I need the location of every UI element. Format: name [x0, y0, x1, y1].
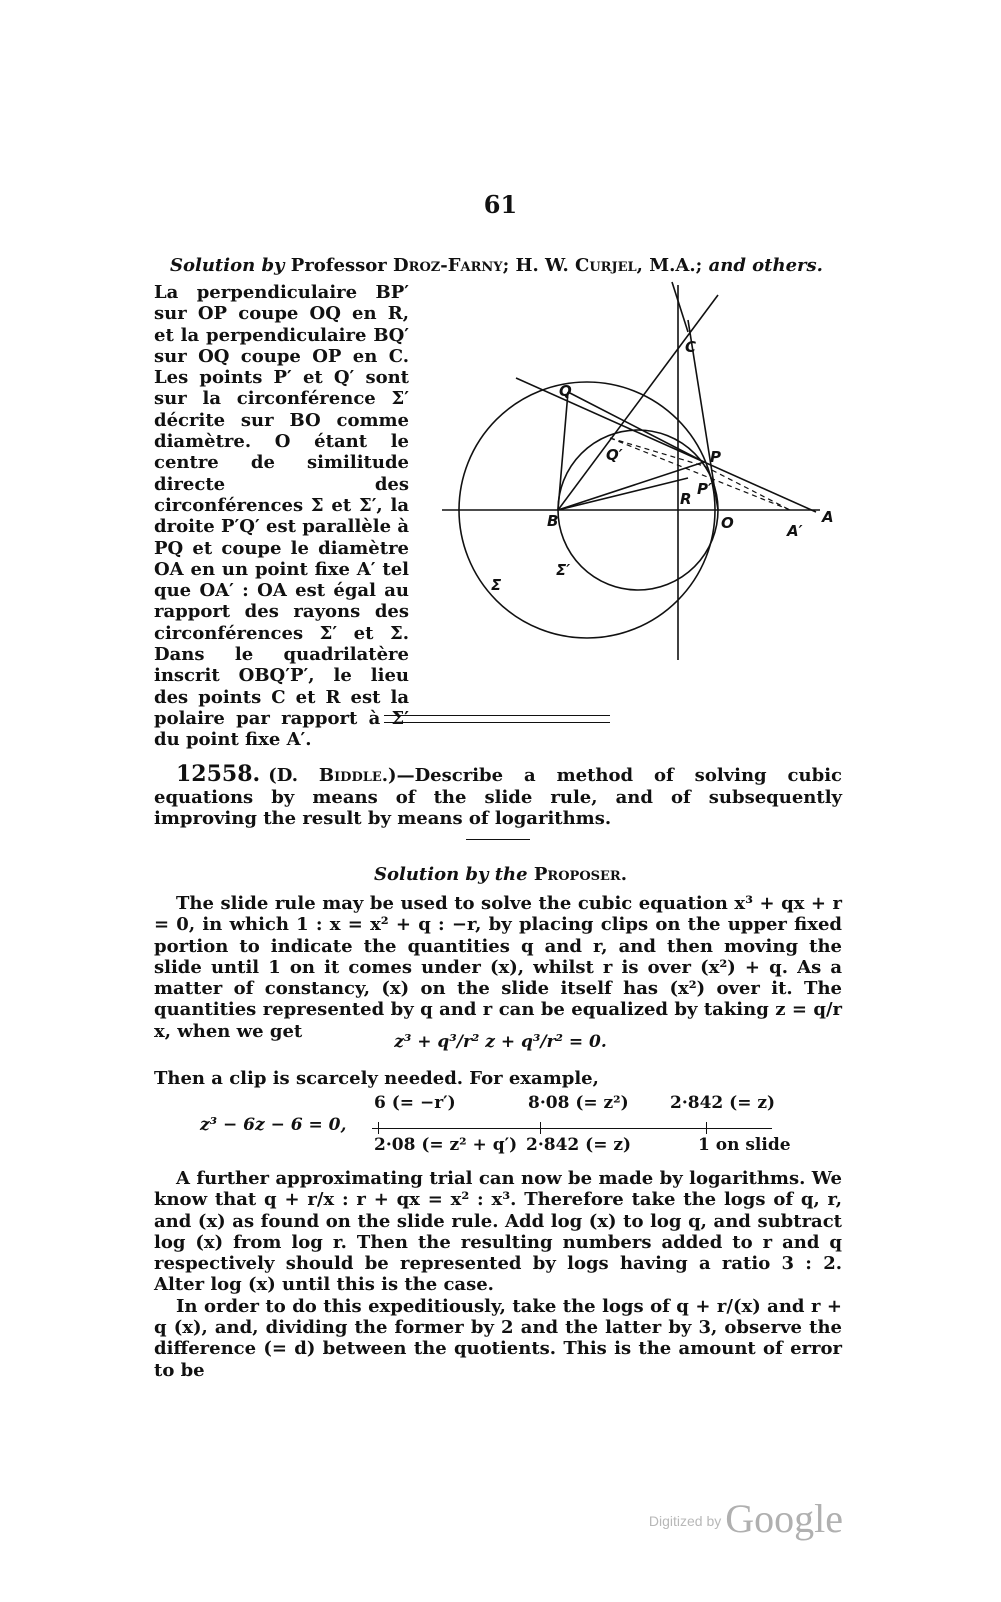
- geometry-figure: [440, 280, 840, 670]
- geometry-diagram: [440, 280, 840, 670]
- dashed-line-q-prime-p-prime: [610, 438, 704, 466]
- french-paragraph: La perpendiculaire BP′ sur OP coupe OQ en R, et la perpendiculaire BQ′ sur OQ coupe OP en C. Les points P′ et Q′ sont sur la circonférence Σ′ décrite sur BO comme diamètre. O étant le centre de similitude directe des circonférences Σ et Σ′, la droite P′Q′ est parallèle à PQ et coupe le diamètre OA en un point fixe A′ tel que OA′ : OA est égal au rapport des rayons des circonférences Σ′ et Σ. Dans le quadrilatère inscrit OBQ′P′, le lieu des points C et R est la polaire par rapport à Σ′ du point fixe A′.: [154, 282, 409, 751]
- double-rule-divider: [384, 715, 610, 723]
- label-p: P: [710, 448, 721, 466]
- problem-statement: [154, 761, 842, 830]
- paragraph-2: A further approximating trial can now be made by logarithms. We know that q + r/x : r + qx = x² : x³. Therefore take the logs of q, r, and (x) as found on the slide rule. Add log (x) to log q, and subtract log (x) from log r. Then the resulting numbers added to r and q respectively should be represented by logs having a ratio 3 : 2. Alter log (x) until this is the case.: [154, 1168, 842, 1296]
- line-bc: [558, 295, 718, 510]
- equation-1: z³ + q³/r² z + q³/r² = 0.: [394, 1032, 607, 1052]
- credit-separator-2: ;: [695, 255, 703, 276]
- scale-top-1: 6 (= −r′): [374, 1093, 456, 1113]
- solution-by-label: Solution by: [170, 255, 285, 276]
- paragraph-3: In order to do this expeditiously, take the logs of q + r/(x) and r + q (x), and, dividing the former by 2 and the latter by 3, observe the difference (= d) between the quotients. This is the amount of error to be: [154, 1295, 842, 1381]
- and-others-label: and others.: [708, 255, 823, 276]
- label-q-prime: Q′: [606, 446, 623, 464]
- digitized-label: Digitized by: [648, 1513, 722, 1529]
- google-logo: Google: [725, 1496, 843, 1541]
- solution-credit: [170, 255, 860, 276]
- label-sigma-prime: Σ′: [556, 561, 571, 579]
- short-vertical-stroke: [672, 282, 688, 332]
- scale-tick-1: [378, 1122, 379, 1134]
- label-o: O: [721, 514, 734, 532]
- digitized-by-google-watermark: [649, 1495, 843, 1542]
- solution-heading-prefix: Solution by the: [373, 864, 528, 885]
- example-intro-text: Then a clip is scarcely needed. For example,: [154, 1068, 599, 1089]
- credit-separator: ;: [502, 255, 510, 276]
- professor-label: Professor: [290, 255, 387, 276]
- body-paragraph-1: [154, 893, 842, 1042]
- label-c: C: [685, 338, 697, 356]
- author-name-2: H. W. Curjel, M.A.: [515, 255, 696, 276]
- label-a-prime: A′: [787, 522, 803, 540]
- paragraph-1: The slide rule may be used to solve the cubic equation x³ + qx + r = 0, in which 1 : x = x² + q : −r, by placing clips on the upper fixed portion to indicate the quantities q and r, and then moving the slide until 1 on it comes under (x), whilst r is over (x²) + q. As a matter of constancy, (x) on the slide itself has (x²) over it. The quantities represented by q and r can be equalized by taking z = q/r x, when we get: [154, 893, 842, 1042]
- scale-bottom-3: 1 on slide: [698, 1135, 791, 1155]
- scale-top-3: 2·842 (= z): [670, 1093, 776, 1113]
- scale-tick-2: [540, 1122, 541, 1134]
- scale-line: [372, 1128, 772, 1129]
- label-r: R: [680, 490, 692, 508]
- problem-author: (D. Biddle.): [268, 765, 397, 786]
- scale-top-2: 8·08 (= z²): [528, 1093, 629, 1113]
- example-intro: [154, 1068, 842, 1089]
- page-number: 61: [483, 190, 518, 219]
- line-bq: [558, 392, 568, 510]
- scale-bottom-2: 2·842 (= z): [526, 1135, 632, 1155]
- short-rule-divider: [466, 839, 530, 840]
- label-p-prime: P′: [697, 480, 712, 498]
- example-equation: z³ − 6z − 6 = 0,: [200, 1115, 347, 1135]
- label-sigma: Σ: [491, 576, 502, 594]
- solution-heading-name: Proposer.: [533, 864, 628, 885]
- author-name-1: Droz-Farny: [393, 255, 503, 276]
- problem-text: —Describe a method of solving cubic equations by means of the slide rule, and of subsequently improving the result by means of logarithms.: [154, 765, 842, 829]
- scale-bottom-1: 2·08 (= z² + q′): [374, 1135, 518, 1155]
- label-a: A: [822, 508, 834, 526]
- body-paragraph-2-3: [154, 1168, 842, 1381]
- scale-tick-3: [706, 1122, 707, 1134]
- label-q: Q: [559, 382, 572, 400]
- solution-heading: [0, 864, 1001, 885]
- label-b: B: [547, 512, 559, 530]
- problem-number: 12558.: [176, 761, 261, 787]
- french-solution-text: [154, 282, 409, 751]
